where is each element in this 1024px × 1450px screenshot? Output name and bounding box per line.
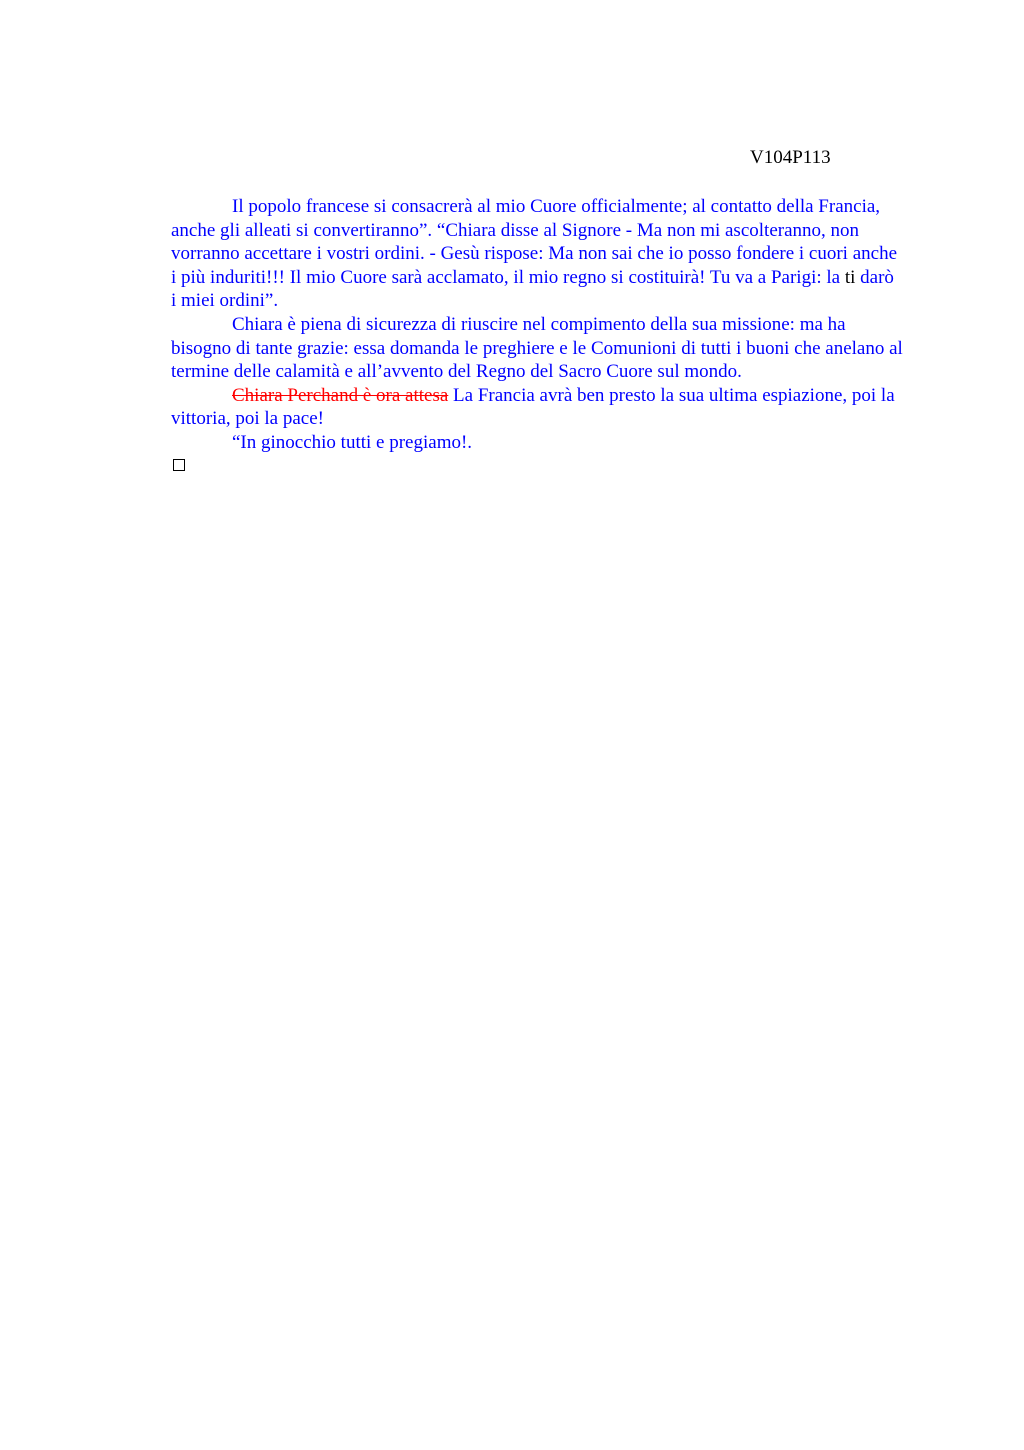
document-body: [171, 195, 903, 455]
paragraph-2: Chiara è piena di sicurezza di riuscire nel compimento della sua missione: ma ha bisogno di tante grazie: essa domanda le preghiere e le Comunioni di tutti i buoni che anelano al termine delle calamità e all’avvento del Regno del Sacro Cuore sul mondo.: [171, 313, 903, 383]
paragraph-3: [171, 384, 903, 431]
paragraph-3-text: La Francia avrà ben presto la sua ultima espiazione, poi la vittoria, poi la pace!: [171, 384, 895, 430]
paragraph-1-text-a: Il popolo francese si consacrerà al mio Cuore officialmente; al contatto della Francia, anche gli alleati si convertiranno”. “Chiara disse al Signore - Ma non mi ascolteranno, non vorranno accettare i vostri ordini. - Gesù rispose: Ma non sai che io posso fondere i cuori anche i più induriti!!! Il mio Cuore sarà acclamato, il mio regno si costituirà! Tu va a Parigi: la: [171, 196, 897, 288]
paragraph-1: [171, 195, 903, 313]
paragraph-1-plain-word: ti: [844, 266, 856, 288]
deleted-text: Chiara Perchand è ora attesa: [232, 384, 449, 406]
page-identifier: V104P113: [750, 147, 831, 168]
paragraph-1-text-b: darò i miei ordini”.: [171, 266, 894, 312]
paragraph-4: “In ginocchio tutti e pregiamo!.: [232, 431, 473, 453]
end-of-text-box-icon: [173, 459, 185, 471]
